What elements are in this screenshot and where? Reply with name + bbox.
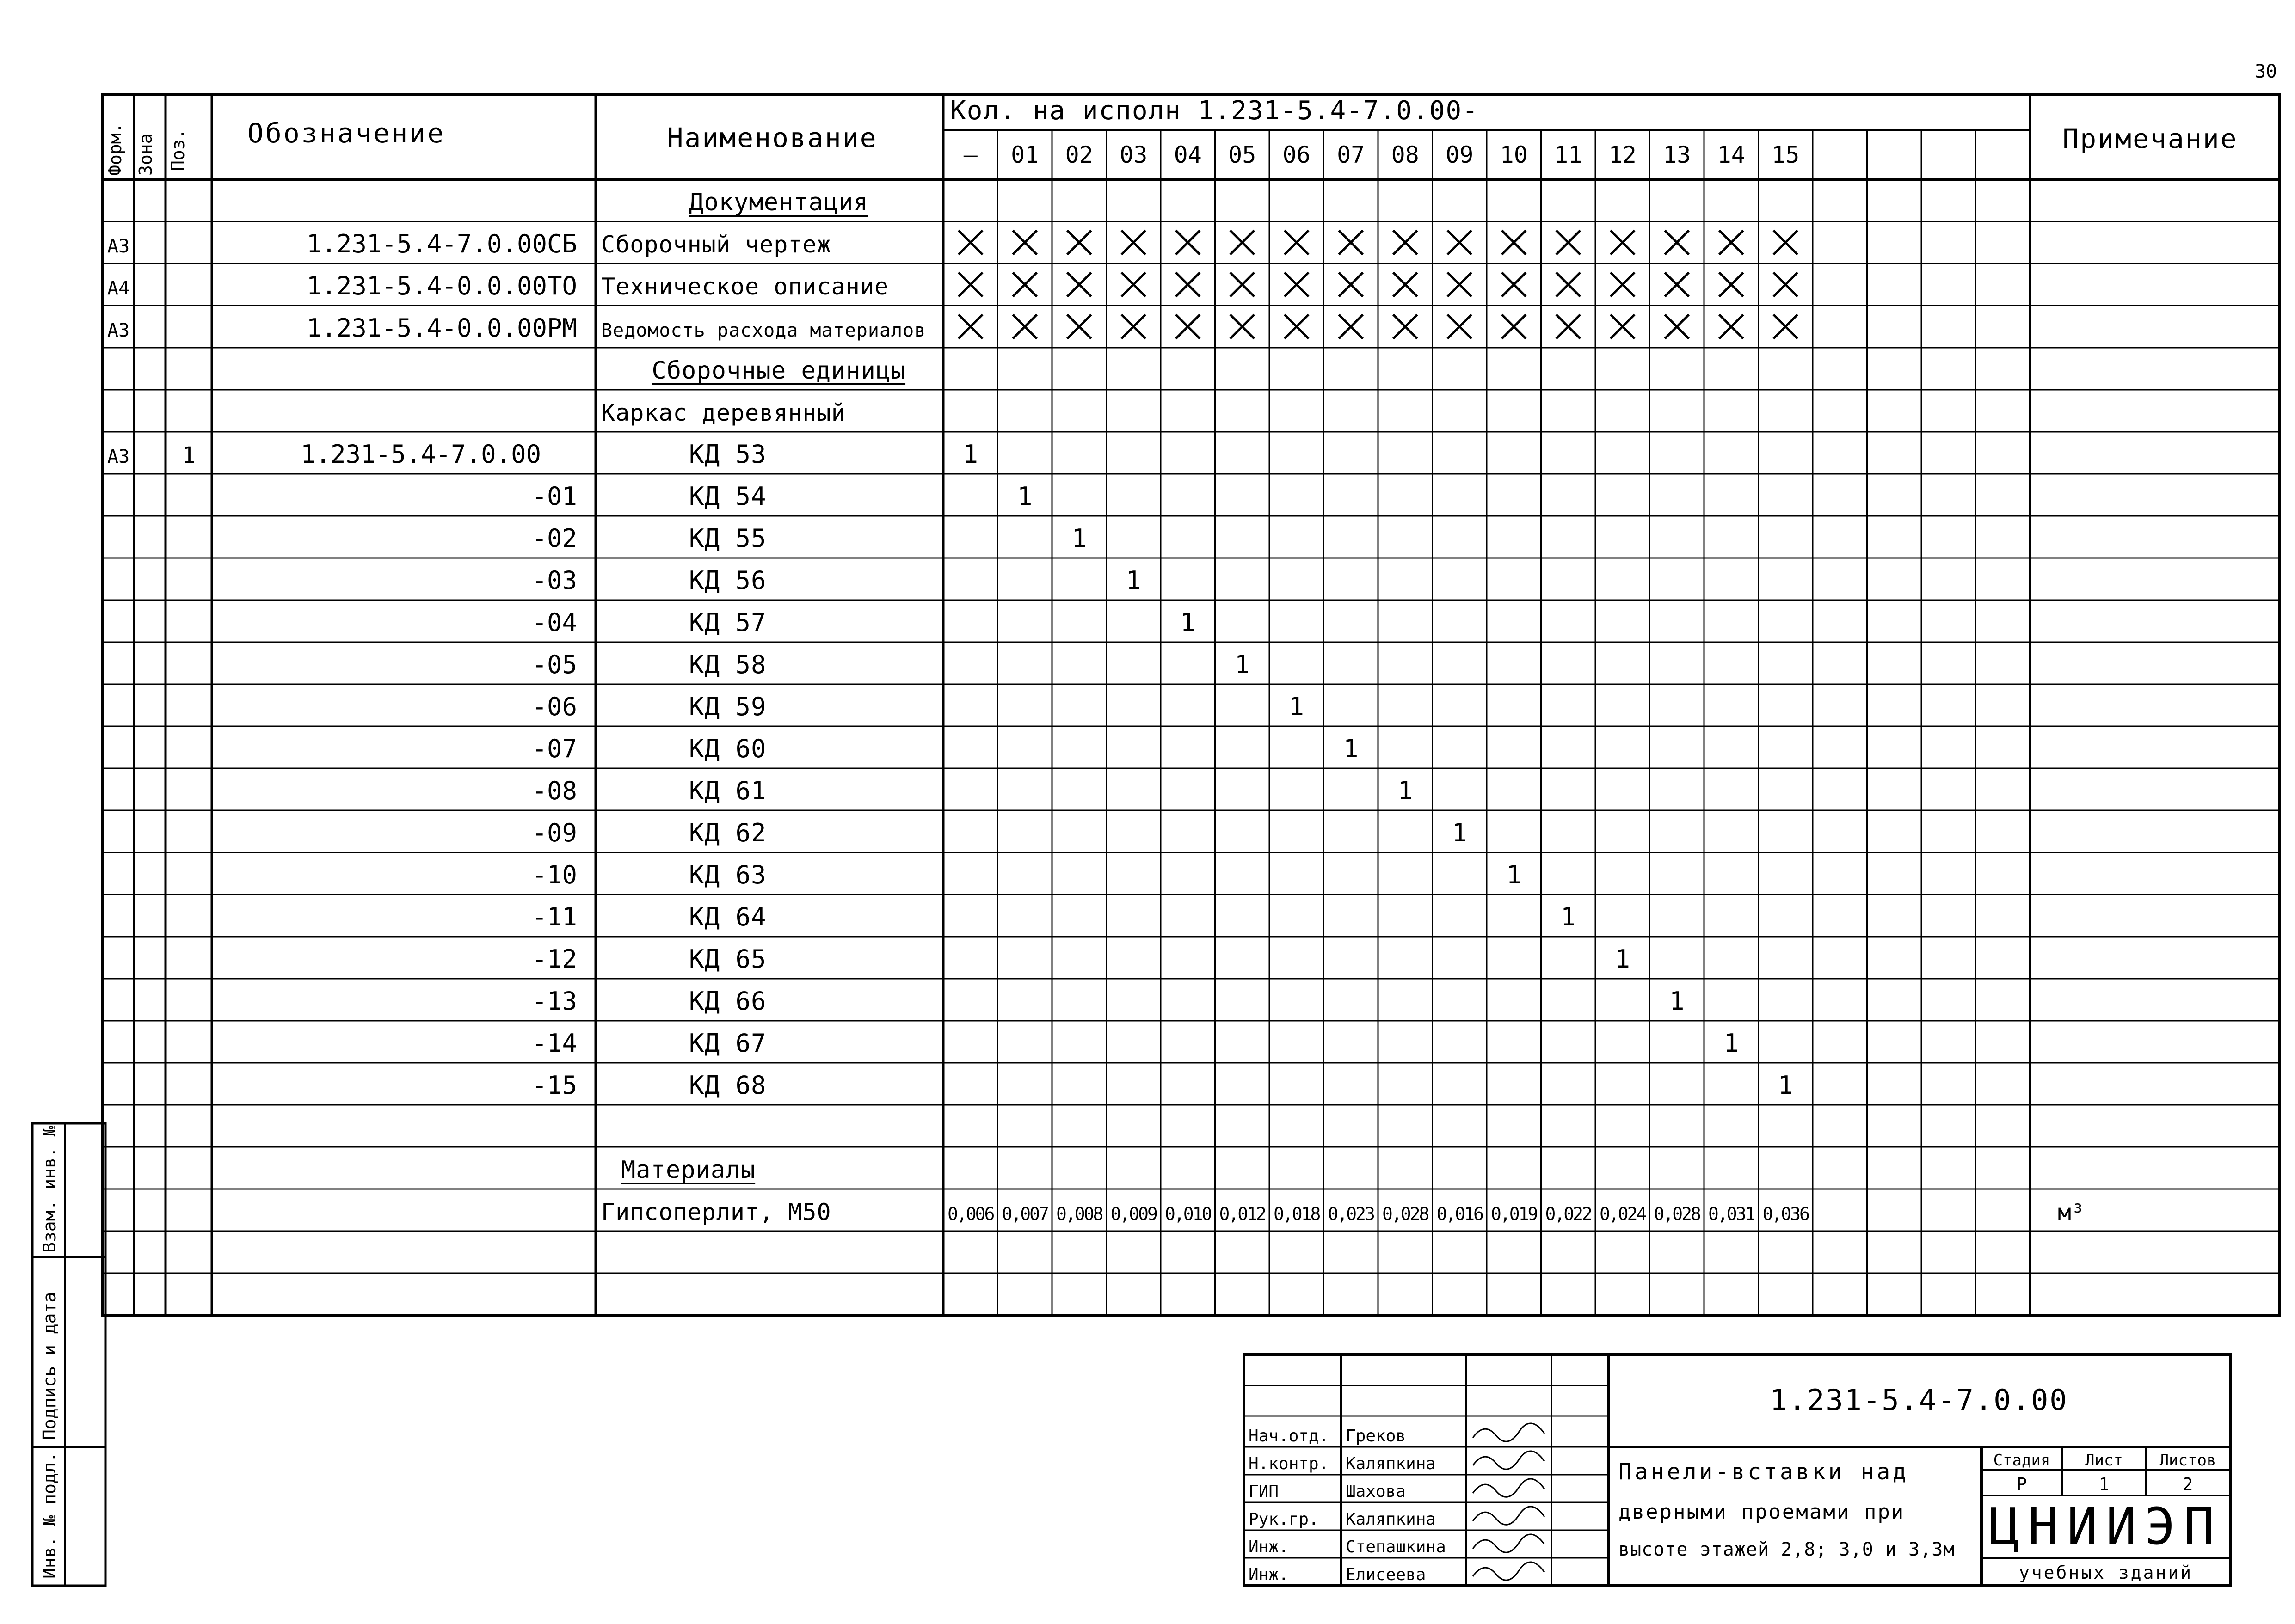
header-name: Наименование: [667, 122, 878, 153]
row-designation: -14: [532, 1029, 577, 1058]
signatory-row: [1249, 1534, 1544, 1557]
row-quantity-value: 0,008: [1056, 1204, 1102, 1224]
variant-column-header: 14: [1717, 141, 1745, 168]
signatory-role: ГИП: [1249, 1482, 1279, 1501]
table-row: [621, 1156, 756, 1184]
variant-column-headers: [964, 141, 1800, 168]
row-name: Гипсоперлит, М50: [601, 1199, 831, 1226]
applicability-cross: [1719, 231, 1743, 255]
table-row: [532, 482, 1032, 511]
table-row: [532, 524, 1087, 553]
table-row: [532, 1071, 1793, 1100]
signatory-role: Инж.: [1249, 1538, 1289, 1557]
row-designation: -07: [532, 734, 577, 763]
header-designation: Обозначение: [247, 117, 446, 149]
table-row: [601, 1199, 2085, 1226]
applicability-cross: [1339, 231, 1363, 255]
table-row: [107, 440, 978, 469]
header-format: Форм.: [105, 123, 125, 176]
applicability-cross: [1665, 315, 1689, 339]
applicability-cross: [1121, 231, 1145, 255]
original-inventory-label: Инв. № подл.: [39, 1452, 60, 1579]
row-quantity-value: 0,028: [1654, 1204, 1700, 1224]
row-name: КД 54: [689, 482, 767, 511]
applicability-cross: [1556, 273, 1580, 297]
header-position: Поз.: [168, 129, 188, 171]
table-header: [105, 96, 2238, 176]
applicability-cross: [1013, 273, 1037, 297]
row-quantity-value: 0,018: [1274, 1204, 1320, 1224]
applicability-cross: [1665, 231, 1689, 255]
row-designation: 1.231-5.4-0.0.00РМ: [306, 313, 577, 343]
row-name: КД 57: [689, 608, 767, 637]
table-row: [601, 399, 846, 426]
applicability-cross: [1393, 231, 1417, 255]
signatory-name: Елисеева: [1346, 1565, 1426, 1584]
row-name: КД 56: [689, 566, 767, 595]
row-designation: 1.231-5.4-0.0.00ТО: [306, 271, 577, 300]
row-format: А4: [107, 278, 130, 299]
row-name: Документация: [689, 189, 868, 216]
row-quantity: 1: [1071, 524, 1087, 553]
row-note: м³: [2058, 1200, 2085, 1226]
row-name: КД 60: [689, 734, 767, 763]
variant-column-header: 01: [1011, 141, 1039, 168]
row-quantity-value: 0,022: [1545, 1204, 1591, 1224]
header-note: Примечание: [2062, 123, 2238, 154]
row-position: 1: [182, 442, 196, 468]
row-name: КД 68: [689, 1071, 767, 1100]
variant-column-header: 11: [1554, 141, 1582, 168]
table-row: [107, 313, 1797, 343]
row-quantity: 1: [1506, 860, 1522, 889]
header-quantity-label: Кол. на исполн 1.231-5.4-7.0.00-: [950, 96, 1479, 126]
table-row: [532, 1029, 1739, 1058]
applicability-cross: [1176, 315, 1200, 339]
signature-scribble: [1473, 1423, 1544, 1441]
variant-column-header: 06: [1282, 141, 1311, 168]
applicability-cross: [1013, 315, 1037, 339]
signatory-role: Нач.отд.: [1249, 1427, 1329, 1446]
applicability-cross: [1611, 315, 1635, 339]
table-row: [532, 776, 1413, 805]
applicability-cross: [959, 231, 983, 255]
signatory-role: Рук.гр.: [1249, 1510, 1319, 1529]
signatory-row: [1249, 1451, 1544, 1473]
row-quantity-value: 0,009: [1110, 1204, 1157, 1224]
row-quantity: 1: [1289, 692, 1304, 721]
row-format: А3: [107, 320, 130, 341]
applicability-cross: [1339, 315, 1363, 339]
applicability-cross: [1611, 273, 1635, 297]
replacement-inventory-label: Взам. инв. №: [39, 1126, 60, 1253]
applicability-cross: [1176, 231, 1200, 255]
row-quantity-value: 0,031: [1708, 1204, 1754, 1224]
row-name: КД 64: [689, 902, 767, 932]
document-code: 1.231-5.4-7.0.00: [1770, 1383, 2068, 1417]
row-quantity-value: 0,024: [1600, 1204, 1646, 1224]
signature-scribble: [1473, 1451, 1544, 1469]
table-row: [107, 271, 1797, 300]
row-designation: 1.231-5.4-7.0.00: [301, 440, 541, 469]
applicability-cross: [1665, 273, 1689, 297]
title-line-2: дверными проемами при: [1618, 1500, 1905, 1524]
row-designation: -04: [532, 608, 577, 637]
variant-column-header: 13: [1663, 141, 1691, 168]
sheets-value: 2: [2182, 1474, 2193, 1495]
row-name: КД 66: [689, 987, 767, 1016]
row-name: Сборочный чертеж: [601, 231, 831, 258]
variant-column-header: —: [963, 141, 978, 168]
title-line-1: Панели-вставки над: [1618, 1459, 1909, 1485]
signatory-row: [1249, 1507, 1544, 1529]
row-name: Ведомость расхода материалов: [601, 320, 926, 341]
sheets-label: Листов: [2159, 1451, 2216, 1470]
signature-scribble: [1473, 1507, 1544, 1525]
row-quantity-value: 0,019: [1491, 1204, 1537, 1224]
row-name: КД 58: [689, 650, 767, 679]
side-stamps: [32, 1123, 105, 1586]
table-row: [532, 692, 1304, 721]
table-row: [532, 944, 1630, 974]
applicability-cross: [1773, 231, 1797, 255]
applicability-cross: [1013, 231, 1037, 255]
row-quantity: 1: [1126, 566, 1141, 595]
applicability-cross: [1121, 315, 1145, 339]
signature-scribble: [1473, 1534, 1544, 1552]
variant-column-header: 12: [1608, 141, 1637, 168]
row-designation: -12: [532, 944, 577, 974]
applicability-cross: [1285, 273, 1309, 297]
applicability-cross: [1447, 315, 1471, 339]
applicability-cross: [1447, 273, 1471, 297]
table-row: [532, 987, 1684, 1016]
applicability-cross: [1393, 315, 1417, 339]
sheet-label: Лист: [2085, 1451, 2123, 1470]
applicability-cross: [1502, 273, 1526, 297]
row-quantity-value: 0,007: [1002, 1204, 1048, 1224]
table-row: [107, 229, 1797, 258]
row-designation: -13: [532, 987, 577, 1016]
row-name: КД 53: [689, 440, 767, 469]
applicability-cross: [1611, 231, 1635, 255]
row-quantity-value: 0,036: [1762, 1204, 1809, 1224]
stage-value: Р: [2016, 1474, 2027, 1495]
variant-column-header: 09: [1446, 141, 1474, 168]
row-quantity-value: 0,006: [948, 1204, 994, 1224]
applicability-cross: [1556, 315, 1580, 339]
row-format: А3: [107, 446, 130, 467]
table-row: [532, 902, 1575, 932]
applicability-cross: [1230, 315, 1254, 339]
applicability-cross: [1230, 273, 1254, 297]
row-name: КД 61: [689, 776, 767, 805]
table-row: [532, 566, 1141, 595]
variant-column-header: 03: [1120, 141, 1148, 168]
variant-column-header: 02: [1065, 141, 1093, 168]
table-row: [532, 608, 1195, 637]
row-quantity-value: 0,016: [1436, 1204, 1483, 1224]
signatory-name: Греков: [1346, 1427, 1406, 1446]
row-designation: -01: [532, 482, 577, 511]
applicability-cross: [1447, 231, 1471, 255]
sheet-value: 1: [2098, 1474, 2110, 1495]
applicability-cross: [1773, 315, 1797, 339]
signatory-name: Шахова: [1346, 1482, 1406, 1501]
signature-scribble: [1473, 1479, 1544, 1497]
applicability-cross: [1719, 315, 1743, 339]
applicability-cross: [1067, 315, 1091, 339]
variant-column-header: 15: [1772, 141, 1800, 168]
organization-subtitle: учебных зданий: [2018, 1563, 2193, 1583]
signatory-role: Инж.: [1249, 1565, 1289, 1584]
applicability-cross: [959, 273, 983, 297]
applicability-cross: [1176, 273, 1200, 297]
signatory-name: Каляпкина: [1346, 1454, 1436, 1473]
row-quantity: 1: [1017, 482, 1033, 511]
row-quantity: 1: [1452, 818, 1467, 847]
table-row: [532, 650, 1249, 679]
row-designation: -10: [532, 860, 577, 889]
row-name: Материалы: [621, 1156, 756, 1184]
table-row: [652, 357, 905, 385]
stage-label: Стадия: [1993, 1451, 2050, 1470]
row-name: Техническое описание: [601, 273, 889, 300]
applicability-cross: [1339, 273, 1363, 297]
table-body: [107, 189, 2085, 1226]
row-quantity-value: 0,012: [1219, 1204, 1265, 1224]
row-designation: -08: [532, 776, 577, 805]
signatory-name: Каляпкина: [1346, 1510, 1436, 1529]
applicability-cross: [1285, 231, 1309, 255]
table-row: [532, 818, 1467, 847]
variant-column-header: 07: [1337, 141, 1365, 168]
row-quantity: 1: [1234, 650, 1250, 679]
row-quantity: 1: [1723, 1029, 1739, 1058]
variant-column-header: 04: [1174, 141, 1202, 168]
row-designation: -09: [532, 818, 577, 847]
title-block: [1244, 1354, 2230, 1586]
applicability-cross: [1502, 315, 1526, 339]
variant-column-header: 05: [1228, 141, 1256, 168]
signature-date-label: Подпись и дата: [39, 1292, 60, 1440]
applicability-cross: [1067, 231, 1091, 255]
applicability-cross: [1773, 273, 1797, 297]
variant-column-header: 08: [1391, 141, 1419, 168]
row-quantity-value: 0,028: [1382, 1204, 1428, 1224]
row-quantity: 1: [1615, 944, 1630, 974]
applicability-cross: [1121, 273, 1145, 297]
row-designation: -03: [532, 566, 577, 595]
table-row: [532, 860, 1521, 889]
row-designation: -15: [532, 1071, 577, 1100]
row-name: КД 55: [689, 524, 767, 553]
row-name: КД 59: [689, 692, 767, 721]
variant-column-header: 10: [1500, 141, 1528, 168]
row-name: Сборочные единицы: [652, 357, 906, 385]
row-name: КД 67: [689, 1029, 767, 1058]
row-name: Каркас деревянный: [601, 399, 846, 426]
organization-name: ЦНИИЭП: [1989, 1497, 2223, 1556]
applicability-cross: [959, 315, 983, 339]
row-designation: -06: [532, 692, 577, 721]
row-quantity: 1: [1397, 776, 1413, 805]
row-designation: -02: [532, 524, 577, 553]
signatory-row: [1249, 1562, 1544, 1584]
row-quantity: 1: [1560, 902, 1576, 932]
applicability-cross: [1067, 273, 1091, 297]
table-row: [532, 734, 1358, 763]
row-quantity-value: 0,010: [1165, 1204, 1211, 1224]
signatory-row: [1249, 1479, 1544, 1501]
row-designation: -05: [532, 650, 577, 679]
row-name: КД 63: [689, 860, 767, 889]
table-row: [689, 189, 868, 216]
applicability-cross: [1719, 273, 1743, 297]
signature-scribble: [1473, 1562, 1544, 1580]
title-line-3: высоте этажей 2,8; 3,0 и 3,3м: [1618, 1539, 1955, 1560]
applicability-cross: [1393, 273, 1417, 297]
row-quantity: 1: [1180, 608, 1196, 637]
applicability-cross: [1556, 231, 1580, 255]
applicability-cross: [1285, 315, 1309, 339]
row-format: А3: [107, 236, 130, 257]
row-quantity-value: 0,023: [1328, 1204, 1374, 1224]
row-quantity: 1: [1669, 987, 1685, 1016]
row-designation: -11: [532, 902, 577, 932]
page-number: 30: [2254, 61, 2277, 82]
row-quantity: 1: [963, 440, 978, 469]
signatory-row: [1249, 1423, 1544, 1446]
header-zone: Зона: [135, 133, 156, 176]
row-name: КД 65: [689, 944, 767, 974]
applicability-cross: [1502, 231, 1526, 255]
row-quantity: 1: [1778, 1071, 1793, 1100]
applicability-cross: [1230, 231, 1254, 255]
row-designation: 1.231-5.4-7.0.00СБ: [306, 229, 577, 258]
signatory-name: Степашкина: [1346, 1538, 1446, 1557]
row-quantity: 1: [1343, 734, 1359, 763]
row-name: КД 62: [689, 818, 767, 847]
signatory-role: Н.контр.: [1249, 1454, 1329, 1473]
